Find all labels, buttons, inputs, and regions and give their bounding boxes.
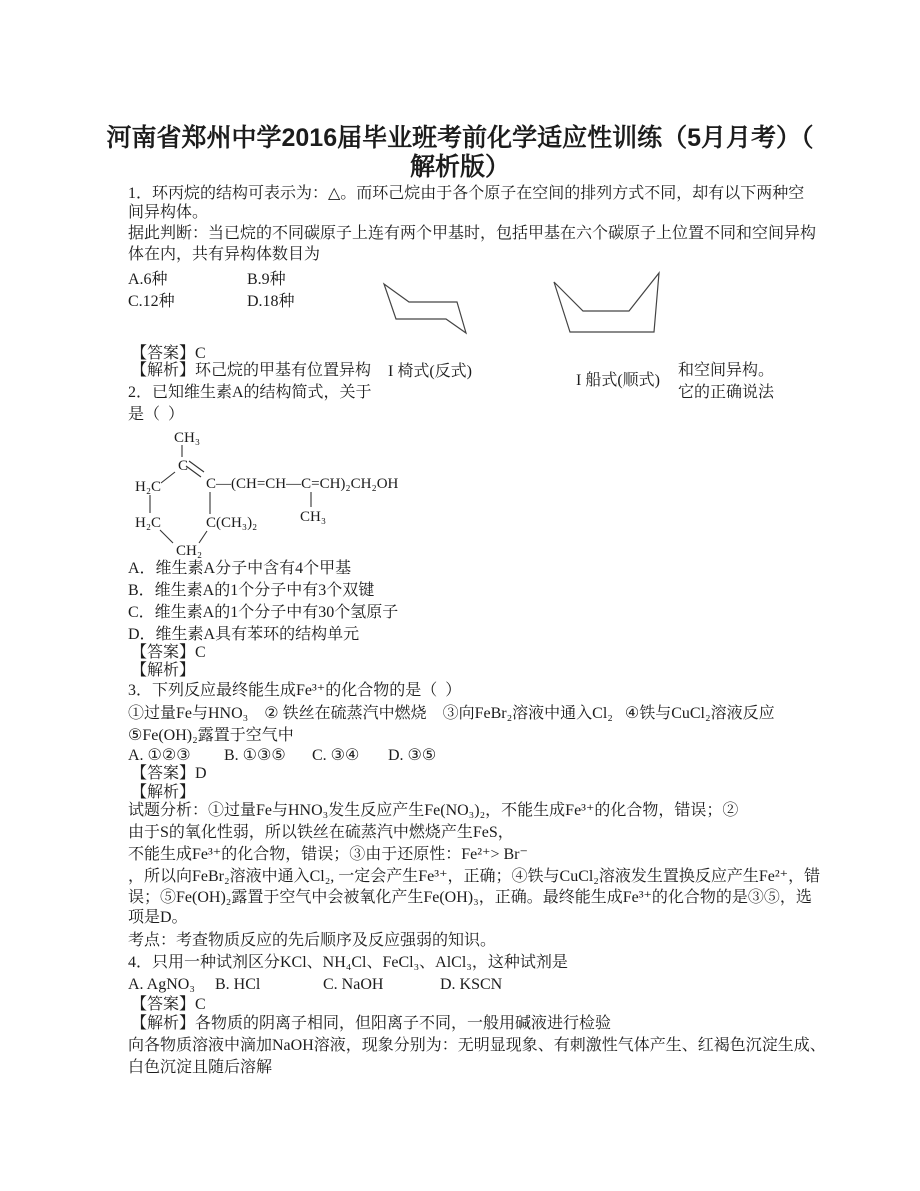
- q3-answer-line: 【答案】D: [131, 765, 207, 782]
- q3-analysis-line6: 项是D。: [128, 909, 188, 926]
- atom-label-side-chain: C—(CH=CH—C=CH)₂CH₂OH: [206, 476, 399, 492]
- q2-analysis-line: 【解析】: [131, 662, 196, 679]
- q4-analysis-line1: 【解析】各物质的阴离子相同，但阳离子不同，一般用碱液进行检验: [131, 1015, 612, 1032]
- q3-option-c: C. ③④: [312, 747, 360, 764]
- q2-option-d: D．维生素A具有苯环的结构单元: [128, 626, 360, 643]
- atom-label-ring-c: C: [178, 458, 189, 474]
- q1-option-d: D.18种: [247, 293, 295, 310]
- q2-stem-line2: 是（ ）: [128, 406, 185, 423]
- bond-ch2-gem: [199, 531, 207, 543]
- atom-label-h2c-upper: H₂C: [135, 479, 162, 495]
- q3-analysis-line2: 由于S的氧化性弱，所以铁丝在硫蒸汽中燃烧产生FeS，: [128, 824, 514, 841]
- q3-items-line1: ①过量Fe与HNO₃ ② 铁丝在硫蒸汽中燃烧 ③向FeBr₂溶液中通入Cl₂ ④铁与CuCl₂溶液反应: [128, 705, 775, 722]
- chair-diagram-caption: I 椅式(反式): [388, 363, 472, 380]
- q1-stem-line3: 据此判断：当已烷的不同碳原子上连有两个甲基时，包括甲基在六个碳原子上位置不同和空间异构: [128, 225, 817, 242]
- atom-label-top-methyl: CH₃: [174, 430, 201, 446]
- q1-analysis-continuation: 和空间异构。: [678, 362, 775, 379]
- q3-analysis-head: 【解析】: [131, 784, 196, 801]
- vitamin-a-structure-diagram: [130, 424, 430, 560]
- atom-label-branch-methyl: CH₃: [300, 509, 327, 525]
- q2-stem-continuation: 它的正确说法: [678, 384, 775, 401]
- q3-items-line2: ⑤Fe(OH)₂露置于空气中: [128, 727, 294, 744]
- q1-option-c: C.12种: [128, 293, 175, 310]
- q4-option-a: A. AgNO₃: [128, 976, 195, 993]
- q2-stem: 2．已知维生素A的结构简式，关于: [128, 384, 372, 401]
- q1-option-a: A.6种: [128, 271, 168, 288]
- q4-stem: 4．只用一种试剂区分KCl、NH₄Cl、FeCl₃、AlCl₃，这种试剂是: [128, 954, 568, 971]
- q2-option-b: B．维生素A的1个分子中有3个双键: [128, 582, 375, 599]
- q3-option-b: B. ①③⑤: [224, 747, 286, 764]
- bond-c-h2c: [161, 472, 175, 483]
- bond-h2c-ch2: [160, 530, 173, 543]
- q3-analysis-line4: ，所以向FeBr₂溶液中通入Cl₂, 一定会产生Fe³⁺，正确；④铁与CuCl₂溶液发生置换反应产生Fe²⁺，错: [128, 868, 821, 885]
- q3-analysis-line3: 不能生成Fe³⁺的化合物，错误；③由于还原性：Fe²⁺> Br⁻: [128, 846, 528, 863]
- page-title-line1: 河南省郑州中学2016届毕业班考前化学适应性训练（5月月考）（: [106, 124, 814, 152]
- q2-answer-line: 【答案】C: [131, 644, 206, 661]
- boat-outline: [554, 273, 659, 332]
- q3-analysis-line5: 误；⑤Fe(OH)₂露置于空气中会被氧化产生Fe(OH)₃，正确。最终能生成Fe³⁺的化合物的是③⑤，选: [128, 889, 812, 906]
- q2-option-a: A．维生素A分子中含有4个甲基: [128, 560, 352, 577]
- atom-label-h2c-lower: H₂C: [135, 515, 162, 531]
- atom-label-gem-dimethyl: C(CH₃)₂: [206, 515, 258, 531]
- boat-diagram-caption: I 船式(顺式): [576, 372, 660, 389]
- q4-option-c: C. NaOH: [323, 976, 384, 993]
- q3-option-a: A. ①②③: [128, 747, 191, 764]
- q4-option-d: D. KSCN: [440, 976, 503, 993]
- q1-answer-line: 【答案】C: [131, 345, 206, 362]
- q4-answer-line: 【答案】C: [131, 996, 206, 1013]
- page-title-line2: 解析版）: [409, 153, 510, 181]
- q4-analysis-line3: 白色沉淀且随后溶解: [128, 1059, 273, 1076]
- q3-analysis-line1: 试题分析：①过量Fe与HNO₃发生反应产生Fe(NO₃)₂，不能生成Fe³⁺的化合物，错误；②: [128, 802, 739, 819]
- q4-option-b: B. HCl: [215, 976, 261, 993]
- q1-option-b: B.9种: [247, 271, 286, 288]
- q3-option-d: D. ③⑤: [388, 747, 437, 764]
- q1-stem-line2: 间异构体。: [128, 204, 209, 221]
- q1-stem-line1: 1．环丙烷的结构可表示为：△。而环己烷由于各个原子在空间的排列方式不同，却有以下两种空: [128, 185, 805, 202]
- chair-conformation-diagram: [380, 278, 475, 338]
- q2-option-c: C．维生素A的1个分子中有30个氢原子: [128, 604, 399, 621]
- chair-outline: [384, 284, 466, 333]
- q1-stem-line4: 体在内，共有异构体数目为: [128, 246, 321, 263]
- q3-exam-point-note: 考点：考查物质反应的先后顺序及反应强弱的知识。: [128, 932, 497, 949]
- boat-conformation-diagram: [548, 268, 666, 336]
- q1-analysis-line: 【解析】环己烷的甲基有位置异构: [131, 362, 372, 379]
- q3-stem: 3．下列反应最终能生成Fe³⁺的化合物的是（ ）: [128, 682, 462, 699]
- q4-analysis-line2: 向各物质溶液中滴加NaOH溶液，现象分别为：无明显现象、有刺激性气体产生、红褐色沉淀生成、: [128, 1037, 826, 1054]
- atom-label-ch2: CH₂: [176, 543, 203, 559]
